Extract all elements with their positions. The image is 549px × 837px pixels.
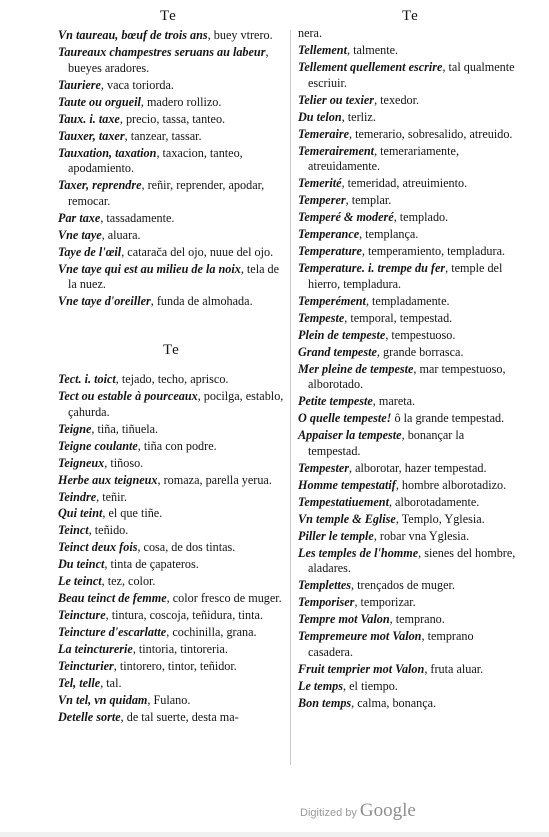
french-headword: Vne taye	[58, 227, 102, 242]
french-headword: Beau teinct de femme	[58, 591, 167, 606]
french-headword: Tellement quellement escrire	[298, 59, 443, 74]
french-headword: Taux. i. taxe	[58, 111, 120, 126]
dictionary-entry	[298, 294, 516, 310]
page-edge	[0, 832, 549, 837]
spanish-translation: , funda de almohada.	[150, 294, 253, 309]
french-headword: Vn temple & Eglise	[298, 511, 396, 526]
spanish-translation: , trençados de muger.	[351, 578, 455, 593]
column-header-right: Te	[402, 8, 419, 24]
dictionary-entry	[58, 456, 284, 472]
dictionary-entry	[298, 411, 516, 427]
french-headword: Teigneux	[58, 455, 105, 470]
digitization-watermark	[300, 800, 416, 822]
spanish-translation: , buey vtrero.	[207, 28, 273, 42]
dictionary-entry	[298, 578, 516, 594]
spanish-translation: , de tal suerte, desta ma-	[120, 710, 239, 725]
dictionary-entry	[58, 506, 284, 522]
dictionary-entry	[58, 490, 284, 506]
french-headword: Taute ou orgueil	[58, 94, 141, 109]
dictionary-entry	[58, 422, 284, 438]
dictionary-entry	[58, 28, 284, 44]
dictionary-entry	[58, 178, 284, 209]
french-headword: Vn tel, vn quidam	[58, 693, 148, 708]
spanish-translation: , tempestuoso.	[385, 327, 456, 342]
spanish-translation: , temprano.	[389, 612, 445, 627]
dictionary-entry	[298, 696, 516, 712]
dictionary-entry	[58, 676, 284, 692]
french-headword: O quelle tempeste!	[298, 411, 392, 426]
dictionary-entry	[58, 95, 284, 111]
french-headword: Teinct	[58, 523, 89, 538]
french-headword: Mer pleine de tempeste	[298, 361, 414, 376]
spanish-translation: , aluara.	[101, 227, 141, 242]
french-headword: Bon temps	[298, 695, 352, 710]
spanish-translation: , reñir, reprender, apodar, remocar.	[68, 178, 265, 208]
dictionary-entry	[298, 193, 516, 209]
french-headword: Teigne coulante	[58, 438, 138, 453]
spanish-translation: , precio, tassa, tanteo.	[119, 111, 226, 126]
dictionary-entry	[58, 693, 284, 709]
dictionary-entry	[58, 245, 284, 261]
spanish-translation: , texedor.	[374, 92, 420, 107]
dictionary-entry	[58, 262, 284, 293]
dictionary-entry	[298, 261, 516, 292]
french-headword: Temperément	[298, 293, 366, 308]
dictionary-entry	[298, 394, 516, 410]
dictionary-entry	[58, 523, 284, 539]
french-headword: Qui teint	[58, 506, 103, 521]
spanish-translation: , el que tiñe.	[102, 506, 163, 521]
dictionary-entry	[58, 642, 284, 658]
spanish-translation: , romaza, parella yerua.	[157, 472, 272, 487]
dictionary-entry	[58, 574, 284, 590]
dictionary-entry	[58, 659, 284, 675]
french-headword: Temporiser	[298, 595, 355, 610]
dictionary-entry	[298, 546, 516, 577]
section-heading: Te	[163, 342, 180, 358]
french-headword: Grand tempeste	[298, 344, 377, 359]
right-column	[298, 26, 516, 713]
french-headword: Vn taureau, bœuf de trois ans	[58, 28, 208, 42]
french-headword: Temerairement	[298, 143, 375, 158]
french-headword: Herbe aux teigneux	[58, 472, 158, 487]
dictionary-entry	[58, 540, 284, 556]
spanish-translation: , tintorero, tintor, teñidor.	[113, 659, 237, 674]
left-column-top	[58, 28, 284, 311]
spanish-translation: , color fresco de muger.	[166, 591, 282, 606]
spanish-translation: , alborotar, hazer tempestad.	[349, 460, 487, 475]
spanish-translation: , tez, color.	[101, 574, 156, 589]
french-headword: Tempremeure mot Valon	[298, 629, 422, 644]
dictionary-entry	[58, 78, 284, 94]
left-column-bottom	[58, 372, 284, 727]
french-headword: Teincturier	[58, 659, 114, 674]
french-headword: Teindre	[58, 489, 97, 504]
dictionary-entry	[298, 345, 516, 361]
spanish-translation: , teñido.	[88, 523, 129, 538]
dictionary-entry	[58, 228, 284, 244]
dictionary-entry	[298, 461, 516, 477]
spanish-translation: , tanzear, tassar.	[124, 128, 202, 143]
dictionary-entry	[298, 629, 516, 660]
french-headword: Temerité	[298, 176, 342, 191]
dictionary-entry	[298, 110, 516, 126]
dictionary-entry	[298, 43, 516, 59]
dictionary-entry	[58, 625, 284, 641]
spanish-translation: , temperamiento, templadura.	[361, 244, 506, 259]
spanish-translation: , tejado, techo, aprisco.	[115, 372, 229, 386]
french-headword: Du telon	[298, 109, 342, 124]
spanish-translation: , tintoria, tintoreria.	[132, 642, 228, 657]
dictionary-entry	[298, 362, 516, 393]
spanish-translation: , temerario, sobresalido, atreuido.	[349, 126, 513, 141]
french-headword: Taye de l'œil	[58, 244, 122, 259]
spanish-translation: , vaca toriorda.	[100, 77, 174, 92]
french-headword: Tect. i. toict	[58, 372, 116, 386]
spanish-translation: , catarača del ojo, nuue del ojo.	[121, 244, 274, 259]
french-headword: Du teinct	[58, 557, 105, 572]
spanish-translation: nera.	[298, 26, 323, 40]
french-headword: Teigne	[58, 421, 92, 436]
french-headword: Tempeste	[298, 310, 345, 325]
dictionary-entry	[298, 26, 516, 42]
spanish-translation: , tinta de çapateros.	[104, 557, 199, 572]
spanish-translation: , temeridad, atreuimiento.	[341, 176, 468, 191]
spanish-translation: , temporizar.	[354, 595, 416, 610]
dictionary-entry	[298, 227, 516, 243]
french-headword: Temeraire	[298, 126, 349, 141]
french-headword: Le teinct	[58, 574, 102, 589]
french-headword: Templettes	[298, 578, 352, 593]
dictionary-entry	[298, 127, 516, 143]
spanish-translation: , terliz.	[341, 109, 376, 124]
french-headword: Piller le temple	[298, 528, 374, 543]
spanish-translation: , Fulano.	[147, 693, 191, 708]
french-headword: Vne taye d'oreiller	[58, 294, 151, 309]
french-headword: Appaiser la tempeste	[298, 428, 402, 443]
french-headword: Temperance	[298, 227, 360, 242]
dictionary-entry	[298, 244, 516, 260]
dictionary-entry	[58, 710, 284, 726]
french-headword: Les temples de l'homme	[298, 545, 419, 560]
spanish-translation: , cosa, de dos tintas.	[137, 540, 236, 555]
watermark-text: Digitized by	[300, 807, 357, 819]
dictionary-entry	[298, 93, 516, 109]
spanish-translation: , temporal, tempestad.	[344, 310, 453, 325]
dictionary-entry	[298, 210, 516, 226]
dictionary-entry	[58, 146, 284, 177]
dictionary-entry	[58, 129, 284, 145]
spanish-translation: , templadamente.	[365, 293, 450, 308]
dictionary-entry	[298, 478, 516, 494]
spanish-translation: , tintura, coscoja, teñidura, tinta.	[105, 608, 263, 623]
french-headword: Tauxer, taxer	[58, 128, 125, 143]
spanish-translation: , templar.	[345, 193, 392, 208]
french-headword: Tauriere	[58, 77, 101, 92]
french-headword: La teincturerie	[58, 642, 133, 657]
spanish-translation: , bonançar la tempestad.	[308, 428, 465, 458]
spanish-translation: , alborotadamente.	[388, 494, 480, 509]
dictionary-entry	[58, 608, 284, 624]
spanish-translation: , tal qualmente escriuir.	[308, 59, 515, 90]
french-headword: Le temps	[298, 678, 344, 693]
french-headword: Par taxe	[58, 210, 101, 225]
dictionary-entry	[58, 211, 284, 227]
dictionary-entry	[298, 328, 516, 344]
spanish-translation: , talmente.	[346, 42, 399, 57]
dictionary-entry	[298, 495, 516, 511]
dictionary-entry	[298, 662, 516, 678]
dictionary-entry	[298, 311, 516, 327]
spanish-translation: , bueyes aradores.	[68, 44, 269, 75]
spanish-translation: , temple del hierro, templadura.	[308, 261, 503, 291]
dictionary-entry	[298, 428, 516, 459]
spanish-translation: , sienes del hombre, aladares.	[308, 545, 516, 576]
dictionary-entry	[298, 144, 516, 175]
spanish-translation: , temprano casadera.	[308, 629, 474, 659]
french-headword: Temperature. i. trempe du fer	[298, 261, 446, 275]
dictionary-entry	[58, 372, 284, 388]
dictionary-entry	[298, 612, 516, 628]
dictionary-entry	[298, 512, 516, 528]
french-headword: Plein de tempeste	[298, 327, 386, 342]
french-headword: Tempestatiuement	[298, 494, 389, 509]
french-headword: Tel, telle	[58, 676, 101, 691]
spanish-translation: , tal.	[100, 676, 122, 691]
watermark-logo: Google	[359, 800, 416, 821]
french-headword: Vne taye qui est au milieu de la noix	[58, 261, 241, 276]
spanish-translation: , grande borrasca.	[376, 344, 464, 359]
spanish-translation: , mar tempestuoso, alborotado.	[308, 361, 506, 392]
dictionary-entry	[58, 439, 284, 455]
dictionary-entry	[298, 679, 516, 695]
dictionary-entry	[298, 60, 516, 91]
spanish-translation: , mareta.	[372, 394, 416, 409]
spanish-translation: , cochinilla, grana.	[166, 625, 257, 640]
spanish-translation: , el tiempo.	[343, 678, 398, 693]
french-headword: Teincture	[58, 608, 106, 623]
french-headword: Tauxation, taxation	[58, 145, 157, 160]
french-headword: Homme tempestatif	[298, 477, 396, 492]
dictionary-entry	[58, 389, 284, 420]
spanish-translation: , tiñoso.	[104, 455, 144, 470]
spanish-translation: , tela de la nuez.	[68, 261, 280, 292]
spanish-translation: ô la grande tempestad.	[391, 411, 505, 426]
french-headword: Tellement	[298, 42, 347, 57]
dictionary-entry	[58, 112, 284, 128]
french-headword: Tect ou estable à pourceaux	[58, 388, 198, 403]
dictionary-entry	[58, 45, 284, 76]
dictionary-entry	[298, 595, 516, 611]
french-headword: Telier ou texier	[298, 92, 375, 107]
spanish-translation: , templado.	[393, 210, 449, 225]
spanish-translation: , templança.	[359, 227, 419, 242]
dictionary-entry	[58, 473, 284, 489]
spanish-translation: , hombre alborotadizo.	[395, 477, 507, 492]
french-headword: Taxer, reprendre	[58, 178, 142, 193]
french-headword: Petite tempeste	[298, 394, 373, 409]
dictionary-entry	[298, 176, 516, 192]
spanish-translation: , calma, bonança.	[351, 695, 437, 710]
dictionary-entry	[58, 557, 284, 573]
spanish-translation: , madero rollizo.	[140, 94, 222, 109]
french-headword: Detelle sorte	[58, 710, 121, 725]
dictionary-entry	[58, 591, 284, 607]
french-headword: Temperature	[298, 244, 362, 259]
french-headword: Teincture d'escarlatte	[58, 625, 167, 640]
spanish-translation: , Templo, Yglesia.	[395, 511, 485, 526]
dictionary-entry	[298, 529, 516, 545]
column-divider	[290, 30, 291, 765]
french-headword: Temperer	[298, 193, 346, 208]
french-headword: Temperé & moderé	[298, 210, 394, 225]
spanish-translation: , pocilga, establo, çahurda.	[68, 388, 284, 419]
french-headword: Fruit temprier mot Valon	[298, 661, 425, 676]
spanish-translation: , tassadamente.	[100, 210, 175, 225]
dictionary-entry	[58, 294, 284, 310]
french-headword: Teinct deux fois	[58, 540, 138, 555]
french-headword: Taureaux champestres seruans au labeur	[58, 44, 266, 59]
spanish-translation: , fruta aluar.	[424, 661, 484, 676]
french-headword: Tempester	[298, 460, 349, 475]
spanish-translation: , tiña, tiñuela.	[91, 421, 159, 436]
spanish-translation: , teñir.	[96, 489, 127, 504]
spanish-translation: , robar vna Yglesia.	[373, 528, 470, 543]
spanish-translation: , taxacion, tanteo, apodamiento.	[68, 145, 243, 176]
spanish-translation: , temerariamente, atreuidamente.	[308, 143, 459, 174]
column-header-left: Te	[160, 8, 177, 24]
french-headword: Tempre mot Valon	[298, 612, 390, 627]
spanish-translation: , tiña con podre.	[137, 438, 217, 453]
